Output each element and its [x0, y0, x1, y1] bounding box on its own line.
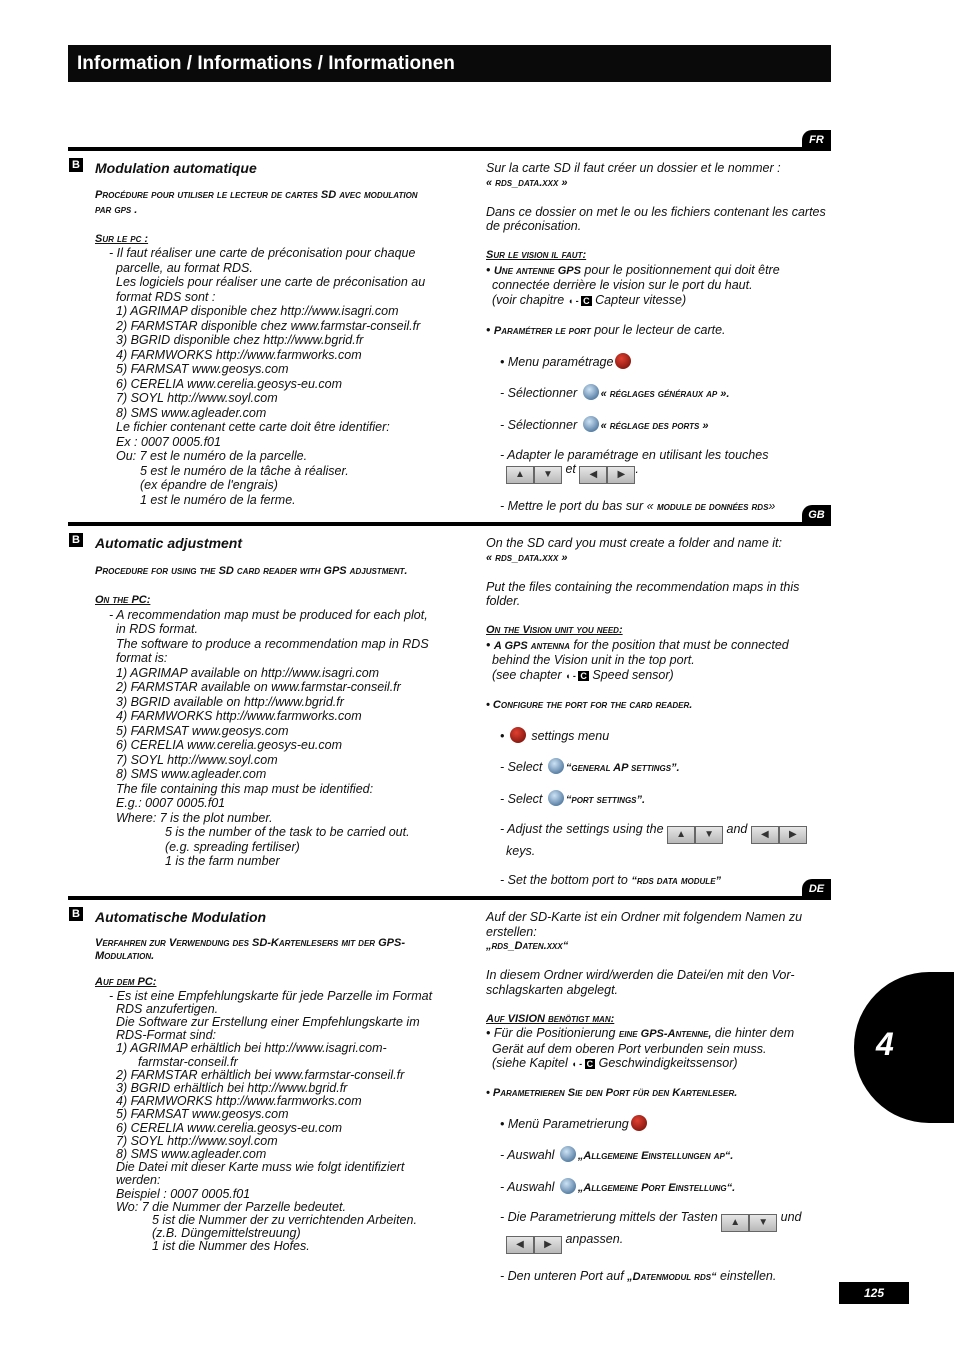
arrow-icon: ◖: [567, 295, 574, 306]
fr-line: - Il faut réaliser une carte de préconisation pour chaque: [109, 246, 416, 260]
gb-file-line: E.g.: 0007 0005.f01: [116, 796, 226, 810]
gb-chapter-ref: [486, 668, 807, 684]
gb-file-line: 5 is the number of the task to be carried out.: [165, 825, 410, 839]
gb-procedure: Procedure for using the SD card reader with GPS adjustment.: [95, 565, 408, 577]
menu-icon: [615, 353, 631, 369]
gb-file-line: The file containing this map must be identified:: [116, 781, 374, 796]
text: .: [635, 462, 639, 476]
de-software-item: 3) BGRID erhältlich bei http://www.bgrid.fr: [116, 1081, 348, 1096]
de-procedure-2: Modulation.: [95, 950, 155, 963]
fr-select-step-2: [486, 416, 826, 434]
fr-on-pc: Sur le pc :: [95, 232, 149, 245]
option-label: « réglages généraux ap ».: [600, 387, 730, 400]
de-file-line: (z.B. Düngemittelstreuung): [152, 1226, 301, 1241]
text: (see chapter: [492, 667, 565, 682]
gb-software-item: 2) FARMSTAR available on www.farmstar-conseil.fr: [116, 680, 401, 694]
de-chapter-ref: [486, 1056, 802, 1072]
sep: -: [576, 1059, 585, 1069]
fr-r-line: de préconisation.: [486, 219, 582, 233]
de-on-pc: Auf dem PC:: [95, 976, 157, 989]
fr-param-port: Paramétrer le port: [493, 324, 591, 337]
de-software-item: 8) SMS www.agleader.com: [116, 1147, 267, 1162]
de-folder-name: „rds_Daten.xxx“: [486, 940, 569, 952]
de-r-line: schlagskarten abgelegt.: [486, 982, 619, 997]
select-icon: [583, 416, 599, 432]
de-select-step-2: [486, 1178, 802, 1196]
gb-software-item: 5) FARMSAT www.geosys.com: [116, 723, 289, 738]
de-software-item: 6) CERELIA www.cerelia.geosys-eu.com: [116, 1120, 343, 1135]
de-software-item: 4) FARMWORKS http://www.farmworks.com: [116, 1094, 362, 1109]
fr-software-item: 4) FARMWORKS http://www.farmworks.com: [116, 347, 362, 362]
gb-bottom-port-step: [486, 873, 807, 889]
de-software-item: 7) SOYL http://www.soyl.com: [116, 1133, 278, 1148]
de-menu-step: [486, 1115, 802, 1132]
text: - Die Parametrierung mittels der Tasten: [500, 1210, 718, 1224]
gb-software-item: 7) SOYL http://www.soyl.com: [116, 752, 278, 767]
fr-keys: [486, 462, 826, 484]
de-right-column: [486, 910, 802, 1284]
fr-on-vision: Sur le vision il faut:: [486, 249, 587, 261]
de-file-line: 5 ist die Nummer der zu verrichtenden Arbeiten.: [152, 1213, 417, 1228]
gb-software-item: 1) AGRIMAP available on http://www.isagri.com: [116, 665, 380, 680]
de-file-line: werden:: [116, 1173, 161, 1188]
de-bottom-port-step: [486, 1269, 802, 1285]
fr-gps-line: [486, 263, 826, 279]
lang-badge-gb: GB: [802, 505, 831, 526]
gb-software-item: 6) CERELIA www.cerelia.geosys-eu.com: [116, 738, 343, 752]
section-marker-gb: B: [69, 533, 83, 547]
down-key-icon: ▼: [749, 1214, 777, 1232]
chapter-letter: C: [580, 670, 587, 681]
up-key-icon: ▲: [721, 1214, 749, 1232]
text: anpassen.: [565, 1232, 624, 1246]
text: - Sélectionner: [500, 385, 581, 400]
de-r-line: In diesem Ordner wird/werden die Datei/en mit den Vor-: [486, 968, 795, 982]
fr-software-item: 1) AGRIMAP disponible chez http://www.isagri.com: [116, 304, 399, 318]
up-key-icon: ▲: [506, 466, 534, 484]
bullet: •: [486, 262, 494, 277]
fr-file-line: Ou: 7 est le numéro de la parcelle.: [116, 449, 308, 463]
menu-icon: [631, 1115, 647, 1131]
de-software-item: 5) FARMSAT www.geosys.com: [116, 1107, 289, 1122]
bullet: •: [486, 322, 494, 337]
fr-configure-port: [486, 323, 826, 339]
text: - Auswahl: [500, 1148, 558, 1162]
de-software-item: 1) AGRIMAP erhältlich bei http://www.isagri.com-: [116, 1041, 387, 1056]
gb-configure-port: • Configure the port for the card reader.: [486, 698, 693, 711]
text: - Select: [500, 791, 546, 806]
text: - Select: [500, 759, 546, 774]
de-r-line: erstellen:: [486, 924, 537, 939]
fr-chapter-ref: [486, 293, 826, 309]
fr-r-line: Dans ce dossier on met le ou les fichiers contenant les cartes: [486, 204, 826, 219]
option-label: “port settings”.: [565, 793, 646, 806]
left-key-icon: ◀: [506, 1236, 534, 1254]
gb-folder-name: « rds_data.xxx »: [486, 551, 568, 564]
gb-file-line: 1 is the farm number: [165, 854, 280, 868]
fr-software-item: 2) FARMSTAR disponible chez www.farmstar-conseil.fr: [116, 318, 421, 333]
fr-gps-antenna: Une antenne GPS: [493, 264, 581, 277]
text: et: [565, 462, 576, 476]
header-title: Information / Informations / Informationen: [77, 53, 455, 74]
de-file-line: Wo: 7 die Nummer der Parzelle bedeutet.: [116, 1199, 346, 1214]
gb-line: - A recommendation map must be produced for each plot,: [109, 607, 428, 622]
de-keys: [486, 1232, 802, 1254]
fr-line: format RDS sont :: [116, 289, 216, 304]
right-key-icon: ▶: [534, 1236, 562, 1254]
fr-file-line: Le fichier contenant cette carte doit être identifier:: [116, 420, 390, 434]
chapter-tab: [854, 972, 954, 1123]
text: pour le positionnement qui doit être: [580, 262, 780, 277]
text: - Auswahl: [500, 1180, 558, 1194]
fr-line: parcelle, au format RDS.: [116, 260, 253, 275]
text: (voir chapitre: [492, 292, 568, 307]
de-select-step-1: [486, 1146, 802, 1164]
gb-keys-word: keys.: [506, 843, 536, 858]
gb-left-column: [95, 564, 429, 869]
fr-procedure-2: par gps .: [95, 203, 138, 216]
fr-folder-name: « rds_data.xxx »: [486, 176, 568, 189]
page-number: 125: [839, 1282, 909, 1304]
fr-select-step-1: [486, 384, 826, 402]
de-line: RDS anzufertigen.: [116, 1001, 219, 1016]
text: and: [726, 821, 748, 836]
de-on-vision: Auf VISION benötigt man:: [486, 1012, 615, 1025]
gb-software-item: 4) FARMWORKS http://www.farmworks.com: [116, 709, 362, 723]
de-procedure: Verfahren zur Verwendung des SD-Kartenlesers mit der GPS-: [95, 937, 406, 949]
gb-line: format is:: [116, 651, 168, 665]
down-key-icon: ▼: [534, 466, 562, 484]
gb-on-vision: On the Vision unit you need:: [486, 624, 623, 636]
option-label: module de données rds: [657, 500, 769, 513]
gb-file-line: Where: 7 is the plot number.: [116, 810, 273, 825]
fr-file-line: Ex : 0007 0005.f01: [116, 434, 221, 449]
option-label: “general AP settings”.: [565, 761, 680, 774]
text: (siehe Kapitel: [492, 1056, 572, 1070]
section-rule-gb: [68, 522, 831, 526]
chapter-ref-icon: [568, 294, 592, 309]
select-icon: [548, 758, 564, 774]
fr-r-line: connectée derrière le vision sur le port du haut.: [492, 278, 753, 292]
chapter-number: 4: [876, 1026, 894, 1062]
gb-select-step-1: [486, 758, 807, 776]
section-title-gb: Automatic adjustment: [95, 535, 243, 551]
bullet: •: [486, 637, 494, 652]
select-icon: [583, 384, 599, 400]
fr-line: Les logiciels pour réaliser une carte de préconisation au: [116, 275, 426, 289]
de-line: Die Software zur Erstellung einer Empfehlungskarte im: [116, 1015, 420, 1030]
section-marker-fr: B: [69, 158, 83, 172]
gb-line: in RDS format.: [116, 622, 198, 636]
fr-r-line: Sur la carte SD il faut créer un dossier et le nommer :: [486, 161, 781, 175]
gb-menu-step: [486, 727, 807, 744]
de-line: - Es ist eine Empfehlungskarte für jede Parzelle im Format: [109, 988, 433, 1003]
bullet: •: [500, 728, 508, 743]
fr-file-line: 5 est le numéro de la tâche à réaliser.: [140, 463, 349, 478]
text: - Adjust the settings using the: [500, 821, 664, 836]
select-icon: [560, 1146, 576, 1162]
chapter-ref-icon: [571, 1057, 595, 1072]
fr-software-item: 7) SOYL http://www.soyl.com: [116, 391, 278, 405]
sep: -: [573, 295, 582, 306]
chapter-letter: C: [586, 1059, 594, 1069]
gb-r-line: behind the Vision unit in the top port.: [492, 653, 695, 667]
de-left-column: [95, 937, 432, 1254]
menu-icon: [510, 727, 526, 743]
text: • Menu paramétrage: [500, 354, 614, 369]
right-key-icon: ▶: [779, 826, 807, 844]
option-label: „Allgemeine Einstellungen ap“.: [577, 1150, 734, 1162]
gb-r-line: Put the files containing the recommendation maps in this: [486, 579, 800, 594]
gb-right-column: [486, 536, 807, 888]
text: die hinter dem: [711, 1026, 795, 1040]
de-file-line: Beispiel : 0007 0005.f01: [116, 1186, 251, 1201]
de-file-line: Die Datei mit dieser Karte muss wie folgt identifiziert: [116, 1160, 405, 1175]
text: • Für die Positionierung: [486, 1026, 619, 1040]
text: und: [780, 1210, 802, 1224]
text: - Den unteren Port auf: [500, 1268, 628, 1283]
gb-file-line: (e.g. spreading fertiliser): [165, 839, 300, 854]
option-label: „Datenmodul rds“: [627, 1270, 717, 1283]
option-label: « réglage des ports »: [600, 419, 709, 432]
select-icon: [560, 1178, 576, 1194]
text: Geschwindigkeitssensor): [595, 1056, 738, 1070]
option-label: “rds data module”: [631, 874, 722, 887]
right-key-icon: ▶: [607, 466, 635, 484]
down-key-icon: ▼: [695, 826, 723, 844]
header-bar: [68, 45, 831, 82]
gb-gps-antenna: A GPS antenna: [493, 639, 570, 652]
left-key-icon: ◀: [751, 826, 779, 844]
option-label: „Allgemeine Port Einstellung“.: [577, 1182, 736, 1194]
chapter-ref-icon: [565, 669, 589, 684]
de-r-line: Gerät auf dem oberen Port verbunden sein muss.: [492, 1041, 767, 1056]
fr-menu-step: [486, 353, 826, 370]
gb-gps-line: [486, 638, 807, 654]
fr-bottom-port-step: [486, 499, 826, 515]
de-file-line: 1 ist die Nummer des Hofes.: [152, 1239, 310, 1254]
gb-software-item: 8) SMS www.agleader.com: [116, 767, 267, 781]
gb-r-line: folder.: [486, 594, 521, 608]
fr-file-line: 1 est le numéro de la ferme.: [140, 492, 296, 507]
gb-r-line: On the SD card you must create a folder and name it:: [486, 536, 782, 550]
select-icon: [548, 790, 564, 806]
fr-procedure: Procédure pour utiliser le lecteur de cartes SD avec modulation: [95, 189, 418, 201]
fr-right-column: [486, 161, 826, 514]
de-configure-port: • Parametrieren Sie den Port für den Kartenleser.: [486, 1087, 738, 1099]
section-title-fr: Modulation automatique: [95, 160, 257, 176]
text: for the position that must be connected: [569, 637, 789, 652]
fr-software-item: 3) BGRID disponible chez http://www.bgrid.fr: [116, 333, 364, 347]
gb-select-step-2: [486, 790, 807, 808]
fr-software-item: 6) CERELIA www.cerelia.geosys-eu.com: [116, 376, 343, 391]
lang-badge-fr: FR: [802, 130, 831, 151]
text: einstellen.: [716, 1268, 777, 1283]
gb-software-item: 3) BGRID available on http://www.bgrid.fr: [116, 694, 344, 709]
arrow-icon: ◖: [564, 670, 571, 681]
de-adjust-step: [486, 1210, 802, 1232]
text: settings menu: [527, 728, 610, 743]
gb-on-pc: On the PC:: [95, 594, 151, 606]
de-software-item: farmstar-conseil.fr: [138, 1054, 238, 1069]
gb-adjust-step: [486, 822, 807, 844]
fr-software-item: 5) FARMSAT www.geosys.com: [116, 362, 289, 376]
text: - Mettre le port du bas sur «: [500, 498, 658, 513]
text: - Set the bottom port to: [500, 872, 632, 887]
fr-adjust-step: - Adapter le paramétrage en utilisant les touches: [500, 447, 769, 462]
de-gps-antenna: eine GPS-Antenne,: [618, 1028, 712, 1040]
fr-left-column: [95, 188, 425, 507]
left-key-icon: ◀: [579, 466, 607, 484]
text: - Sélectionner: [500, 417, 581, 432]
sep: -: [570, 670, 579, 681]
text: • Menü Parametrierung: [500, 1117, 629, 1131]
section-rule-fr: [68, 147, 831, 151]
fr-file-line: (ex épandre de l'engrais): [140, 478, 278, 492]
text: pour le lecteur de carte.: [590, 322, 726, 337]
section-rule-de: [68, 896, 831, 900]
de-software-item: 2) FARMSTAR erhältlich bei www.farmstar-conseil.fr: [116, 1067, 405, 1082]
up-key-icon: ▲: [667, 826, 695, 844]
de-line: RDS-Format sind:: [116, 1028, 217, 1043]
arrow-icon: ◖: [571, 1059, 577, 1069]
text: Speed sensor): [588, 667, 674, 682]
de-gps-line: [486, 1026, 802, 1042]
lang-badge-de: DE: [802, 879, 831, 900]
de-r-line: Auf der SD-Karte ist ein Ordner mit folgendem Namen zu: [486, 910, 803, 924]
chapter-letter: C: [583, 295, 590, 306]
text: »: [768, 498, 776, 513]
fr-software-item: 8) SMS www.agleader.com: [116, 405, 267, 420]
gb-line: The software to produce a recommendation map in RDS: [116, 636, 429, 651]
section-title-de: Automatische Modulation: [95, 909, 267, 925]
text: Capteur vitesse): [591, 292, 687, 307]
section-marker-de: B: [69, 907, 83, 921]
